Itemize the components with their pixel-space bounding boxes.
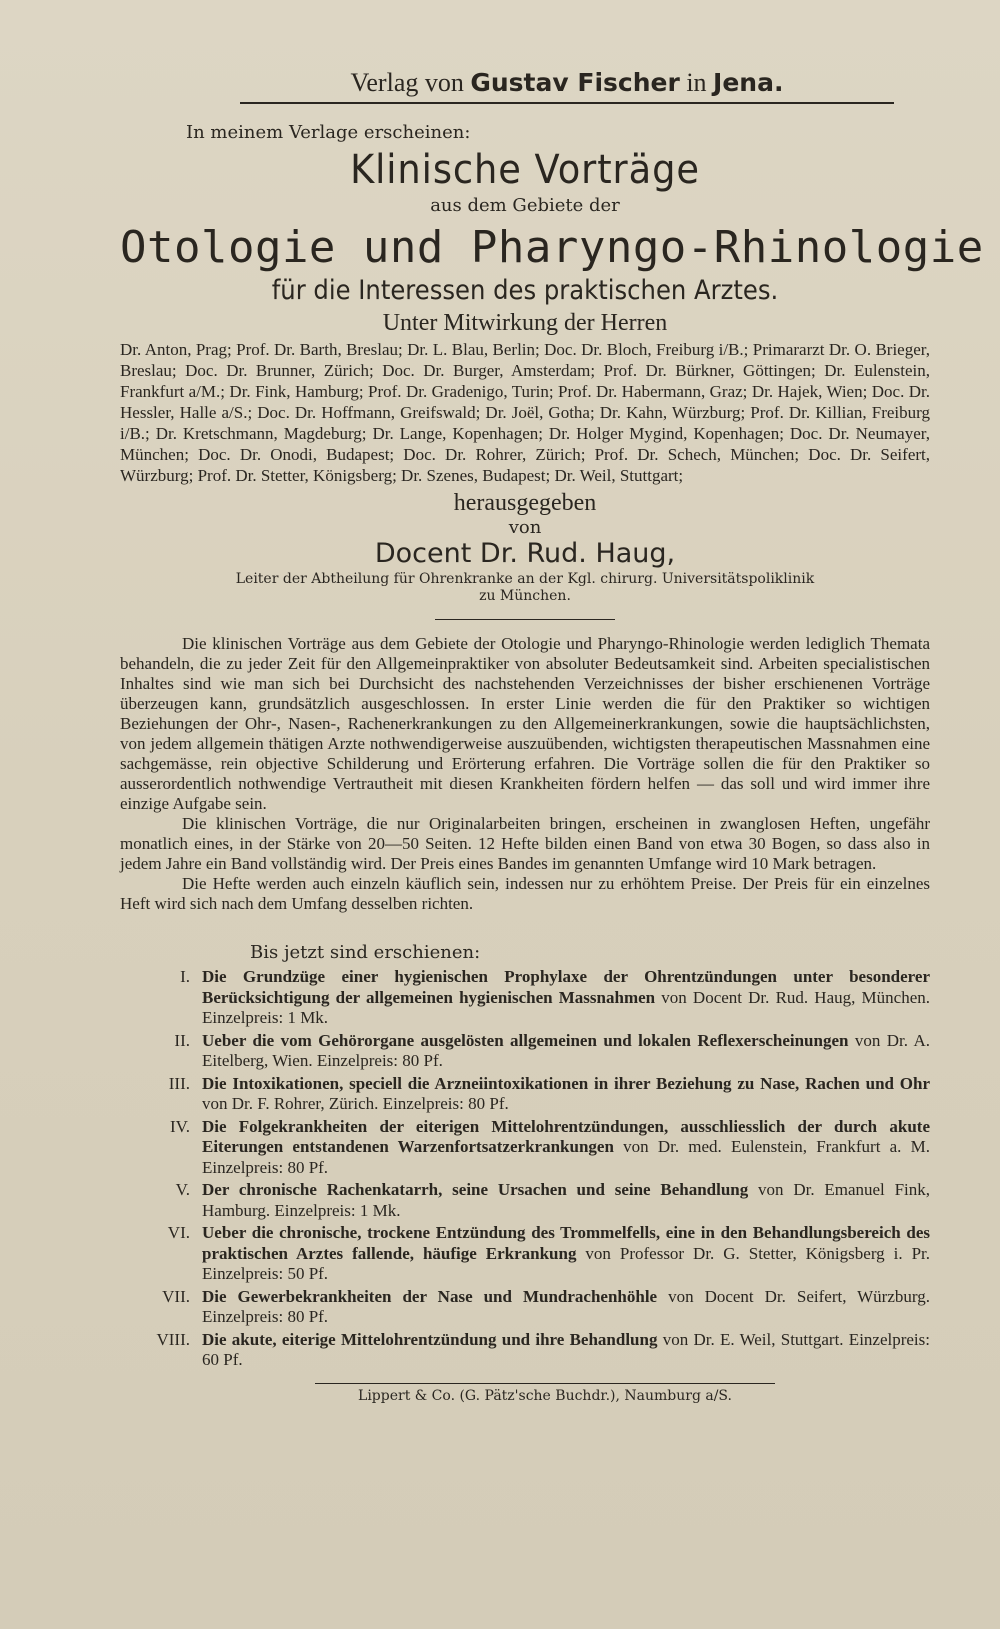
item-title: Die Grundzüge einer hygienischen Prophylaxe der Ohrentzündungen unter besonderer Berücksichtigung der allgemeinen hygienischen Massnahmen: [202, 967, 930, 1007]
item-title: Der chronische Rachenkatarrh, seine Ursachen und seine Behandlung: [202, 1180, 749, 1199]
item-number: VI.: [167, 1223, 190, 1242]
publisher-header: [240, 68, 894, 104]
list-item: [120, 1287, 930, 1328]
paragraph: Die Hefte werden auch einzeln käuflich sein, indessen nur zu erhöhtem Preise. Der Preis für ein einzelnes Heft wird sich nach dem Umfang desselben richten.: [120, 874, 930, 913]
item-title: Die Folgekrankheiten der eiterigen Mittelohrentzündungen, ausschliesslich der durch akute Eiterungen entstandenen Warzenfortsatzerkrankungen: [202, 1116, 930, 1156]
series-field: Otologie und Pharyngo-Rhinologie: [120, 222, 984, 273]
publisher-mid: in: [686, 68, 707, 97]
item-details: von Dr. A. Eitelberg, Wien. Einzelpreis: 80 Pf.: [202, 1030, 930, 1070]
list-item: [120, 967, 930, 1029]
publisher-city: Jena.: [713, 68, 784, 97]
editor-name: Docent Dr. Rud. Haug,: [374, 538, 676, 569]
editor-label: herausgegeben: [453, 490, 597, 516]
item-details: von Dr. E. Weil, Stuttgart. Einzelpreis: 60 Pf.: [202, 1329, 930, 1369]
item-title: Ueber die vom Gehörorgane ausgelösten allgemeinen und lokalen Reflexerscheinungen: [202, 1030, 849, 1050]
item-number: V.: [175, 1180, 190, 1199]
series-title: Klinische Vorträge: [350, 147, 700, 193]
item-details: von Docent Dr. Seifert, Würzburg. Einzelpreis: 80 Pf.: [202, 1286, 930, 1326]
list-item: [120, 1180, 930, 1221]
item-details: von Docent Dr. Rud. Haug, München. Einzelpreis: 1 Mk.: [202, 987, 930, 1027]
editor-von: von: [508, 517, 542, 538]
collaborators-list: Dr. Anton, Prag; Prof. Dr. Barth, Breslau; Dr. L. Blau, Berlin; Doc. Dr. Bloch, Freiburg i/B.; Primararzt Dr. O. Brieger, Breslau; Doc. Dr. Brunner, Zürich; Doc. Dr. Burger, Amsterdam; Prof. Dr. Bürkner, Göttingen; Dr. Eulenstein, Frankfurt a/M.; Dr. Fink, Hamburg; Prof. Dr. Gradenigo, Turin; Prof. Dr. Habermann, Graz; Dr. Hajek, Wien; Doc. Dr. Hessler, Halle a/S.; Doc. Dr. Hoffmann, Greifswald; Dr. Joël, Gotha; Dr. Kahn, Würzburg; Prof. Dr. Killian, Freiburg i/B.; Dr. Kretschmann, Magdeburg; Dr. Lange, Kopenhagen; Dr. Holger Mygind, Kopenhagen; Doc. Dr. Neumayer, München; Doc. Dr. Onodi, Budapest; Doc. Dr. Rohrer, Zürich; Prof. Dr. Schech, München; Doc. Dr. Seifert, Würzburg; Prof. Dr. Stetter, Königsberg; Dr. Szenes, Budapest; Dr. Weil, Stuttgart;: [120, 340, 930, 485]
series-subtitle: aus dem Gebiete der: [430, 195, 620, 216]
collaborators-intro: Unter Mitwirkung der Herren: [382, 310, 668, 336]
item-title: Die akute, eiterige Mittelohrentzündung und ihre Behandlung: [202, 1329, 658, 1349]
item-number: I.: [180, 967, 190, 986]
item-details: von Dr. Emanuel Fink, Hamburg. Einzelpreis: 1 Mk.: [202, 1180, 930, 1220]
printer-imprint: Lippert & Co. (G. Pätz'sche Buchdr.), Naumburg a/S.: [358, 1387, 732, 1404]
item-number: IV.: [170, 1116, 190, 1136]
item-details: von Dr. med. Eulenstein, Frankfurt a. M. Einzelpreis: 80 Pf.: [202, 1137, 930, 1177]
item-number: II.: [174, 1030, 190, 1050]
section-divider: [435, 619, 615, 620]
description-body: [120, 634, 930, 914]
item-number: VII.: [162, 1286, 190, 1306]
publications-list: [120, 967, 930, 1371]
list-item: [120, 1223, 930, 1285]
item-number: VIII.: [156, 1329, 190, 1349]
item-details: von Dr. F. Rohrer, Zürich. Einzelpreis: 80 Pf.: [202, 1094, 509, 1113]
editor-position-line1: Leiter der Abtheilung für Ohrenkranke an der Kgl. chirurg. Universitätspoliklinik: [235, 571, 815, 587]
publications-heading: Bis jetzt sind erschienen:: [250, 942, 481, 963]
item-title: Die Gewerbekrankheiten der Nase und Mundrachenhöhle: [202, 1286, 658, 1306]
intro-text: In meinem Verlage erscheinen:: [186, 122, 471, 143]
publisher-prefix: Verlag von: [350, 68, 464, 97]
list-item: [120, 1031, 930, 1072]
series-audience: für die Interessen des praktischen Arztes.: [271, 275, 779, 306]
list-item: [120, 1330, 930, 1371]
list-item: [120, 1117, 930, 1179]
item-number: III.: [168, 1073, 190, 1093]
footer-divider: [315, 1383, 775, 1384]
editor-position-line2: zu München.: [479, 588, 571, 604]
item-title: Die Intoxikationen, speciell die Arzneiintoxikationen in ihrer Beziehung zu Nase, Rachen und Ohr: [202, 1073, 930, 1093]
paragraph: Die klinischen Vorträge aus dem Gebiete der Otologie und Pharyngo-Rhinologie werden lediglich Themata behandeln, die zu jeder Zeit für den Allgemeinpraktiker von absoluter Bedeutsamkeit sind. Arbeiten specialistischen Inhaltes sind wie man sich bei Durchsicht des nachstehenden Verzeichnisses der bisher erschienenen Vorträge überzeugen kann, grundsätzlich ausgeschlossen. In erster Linie werden die für den Praktiker so wichtigen Beziehungen der Ohr-, Nasen-, Rachenerkrankungen zu den Allgemeinerkrankungen, sowie die hauptsächlichsten, von jedem allgemein thätigen Arzte nothwendigerweise auszuübenden, wichtigsten therapeutischen Massnahmen eine sachgemässe, rein objective Schilderung und Erörterung erfahren. Die Vorträge sollen die für den Praktiker so ausserordentlich nothwendige Vertrautheit mit diesen Krankheiten fördern helfen — das soll und wird immer ihre einzige Aufgabe sein.: [120, 634, 930, 813]
editor-position: [120, 571, 930, 605]
list-item: [120, 1074, 930, 1115]
paragraph: Die klinischen Vorträge, die nur Originalarbeiten bringen, erscheinen in zwanglosen Heften, ungefähr monatlich eines, in der Stärke von 20—50 Seiten. 12 Hefte bilden einen Band von etwa 30 Bogen, so dass also in jedem Jahre ein Band vollständig wird. Der Preis eines Bandes im genannten Umfange wird 10 Mark betragen.: [120, 814, 930, 873]
item-title: Ueber die chronische, trockene Entzündung des Trommelfells, eine in den Behandlungsbereich des praktischen Arztes fallende, häufige Erkrankung: [202, 1223, 930, 1263]
item-details: von Professor Dr. G. Stetter, Königsberg i. Pr. Einzelpreis: 50 Pf.: [202, 1243, 930, 1283]
publisher-name: Gustav Fischer: [470, 68, 680, 97]
